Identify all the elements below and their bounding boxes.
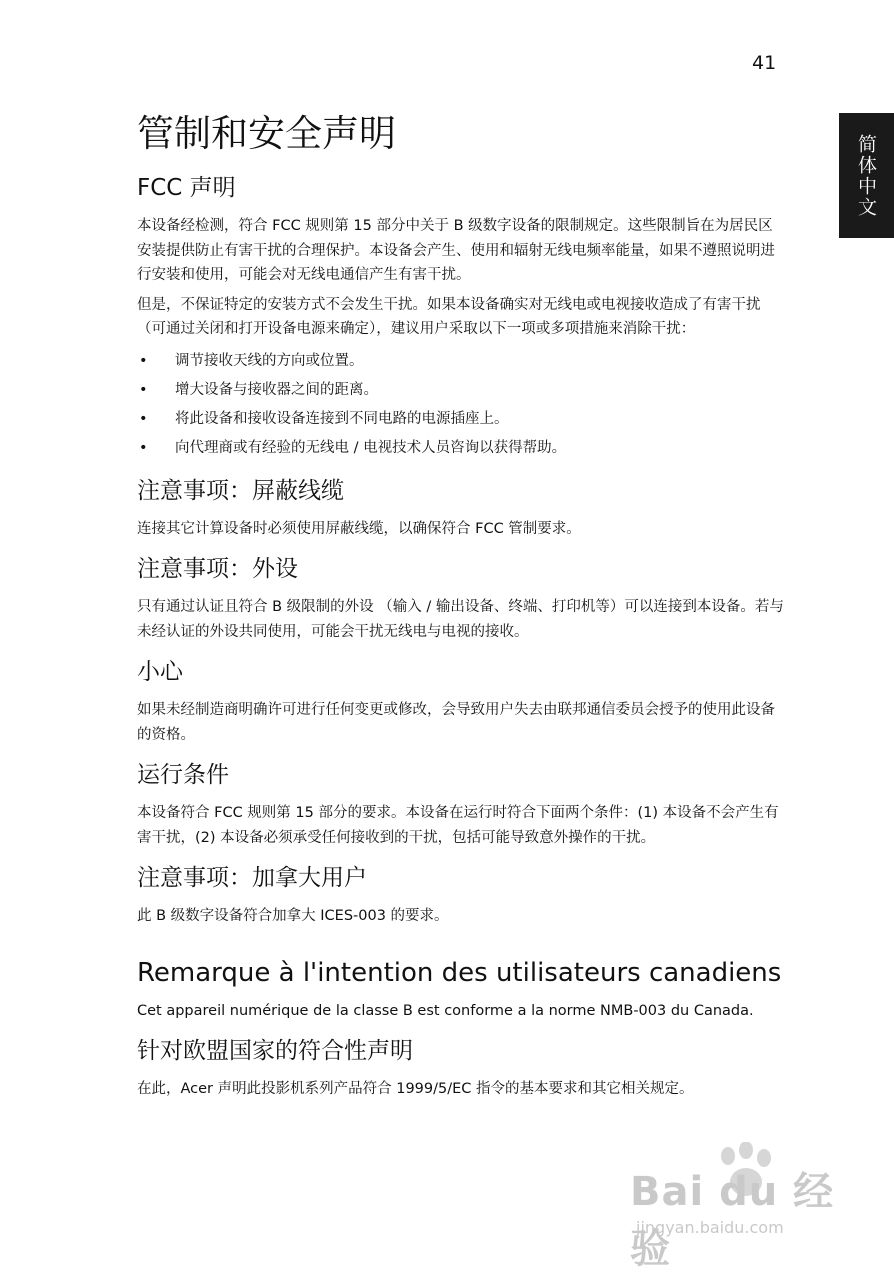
page-title: 管制和安全声明 <box>137 112 396 155</box>
canada-text: 此 B 级数字设备符合加拿大 ICES-003 的要求。 <box>137 908 449 924</box>
watermark-url: jingyan.baidu.com <box>636 1218 784 1237</box>
peripherals-heading: 注意事项：外设 <box>137 556 298 582</box>
document-body <box>137 108 787 1107</box>
list-item: • 将此设备和接收设备连接到不同电路的电源插座上。 <box>137 405 787 434</box>
fcc-measures-list <box>137 347 787 463</box>
fcc-heading: FCC 声明 <box>137 175 236 201</box>
list-item: • 向代理商或有经验的无线电 / 电视技术人员咨询以获得帮助。 <box>137 434 787 463</box>
canada-fr-heading: Remarque à l'intention des utilisateurs canadiens <box>137 957 782 988</box>
cables-heading: 注意事项：屏蔽线缆 <box>137 477 344 504</box>
caution-heading: 小心 <box>137 659 183 685</box>
list-item: • 增大设备与接收器之间的距离。 <box>137 376 787 405</box>
watermark-logo-text: Bai du 经验 <box>630 1169 835 1272</box>
operation-heading: 运行条件 <box>137 762 229 788</box>
caution-text: 如果未经制造商明确许可进行任何变更或修改，会导致用户失去由联邦通信委员会授予的使用此设备的资格。 <box>137 702 775 743</box>
baidu-jingyan-watermark <box>630 1142 860 1272</box>
fcc-paragraph-1: 本设备经检测，符合 FCC 规则第 15 部分中关于 B 级数字设备的限制规定。这些限制旨在为居民区安装提供防止有害干扰的合理保护。本设备会产生、使用和辐射无线电频率能量，如果不遵照说明进行安装和使用，可能会对无线电通信产生有害干扰。 <box>137 218 775 283</box>
canada-fr-text: Cet appareil numérique de la classe B est conforme a la norme NMB-003 du Canada. <box>137 1002 754 1019</box>
operation-text: 本设备符合 FCC 规则第 15 部分的要求。本设备在运行时符合下面两个条件：(1) 本设备不会产生有害干扰，(2) 本设备必须承受任何接收到的干扰，包括可能导致意外操作的干扰。 <box>137 805 779 846</box>
fcc-paragraph-2: 但是，不保证特定的安装方式不会发生干扰。如果本设备确实对无线电或电视接收造成了有害干扰 （可通过关闭和打开设备电源来确定），建议用户采取以下一项或多项措施来消除干扰： <box>137 296 761 337</box>
list-item: • 调节接收天线的方向或位置。 <box>137 347 787 376</box>
peripherals-text: 只有通过认证且符合 B 级限制的外设 （输入 / 输出设备、终端、打印机等）可以连接到本设备。若与未经认证的外设共同使用，可能会干扰无线电与电视的接收。 <box>137 599 784 640</box>
cables-text: 连接其它计算设备时必须使用屏蔽线缆，以确保符合 FCC 管制要求。 <box>137 520 581 537</box>
language-side-tab: 简体中文 <box>839 113 894 238</box>
eu-text: 在此，Acer 声明此投影机系列产品符合 1999/5/EC 指令的基本要求和其它相关规定。 <box>137 1081 694 1097</box>
page-number: 41 <box>752 52 777 74</box>
canada-heading: 注意事项：加拿大用户 <box>137 865 367 891</box>
eu-heading: 针对欧盟国家的符合性声明 <box>137 1038 413 1064</box>
